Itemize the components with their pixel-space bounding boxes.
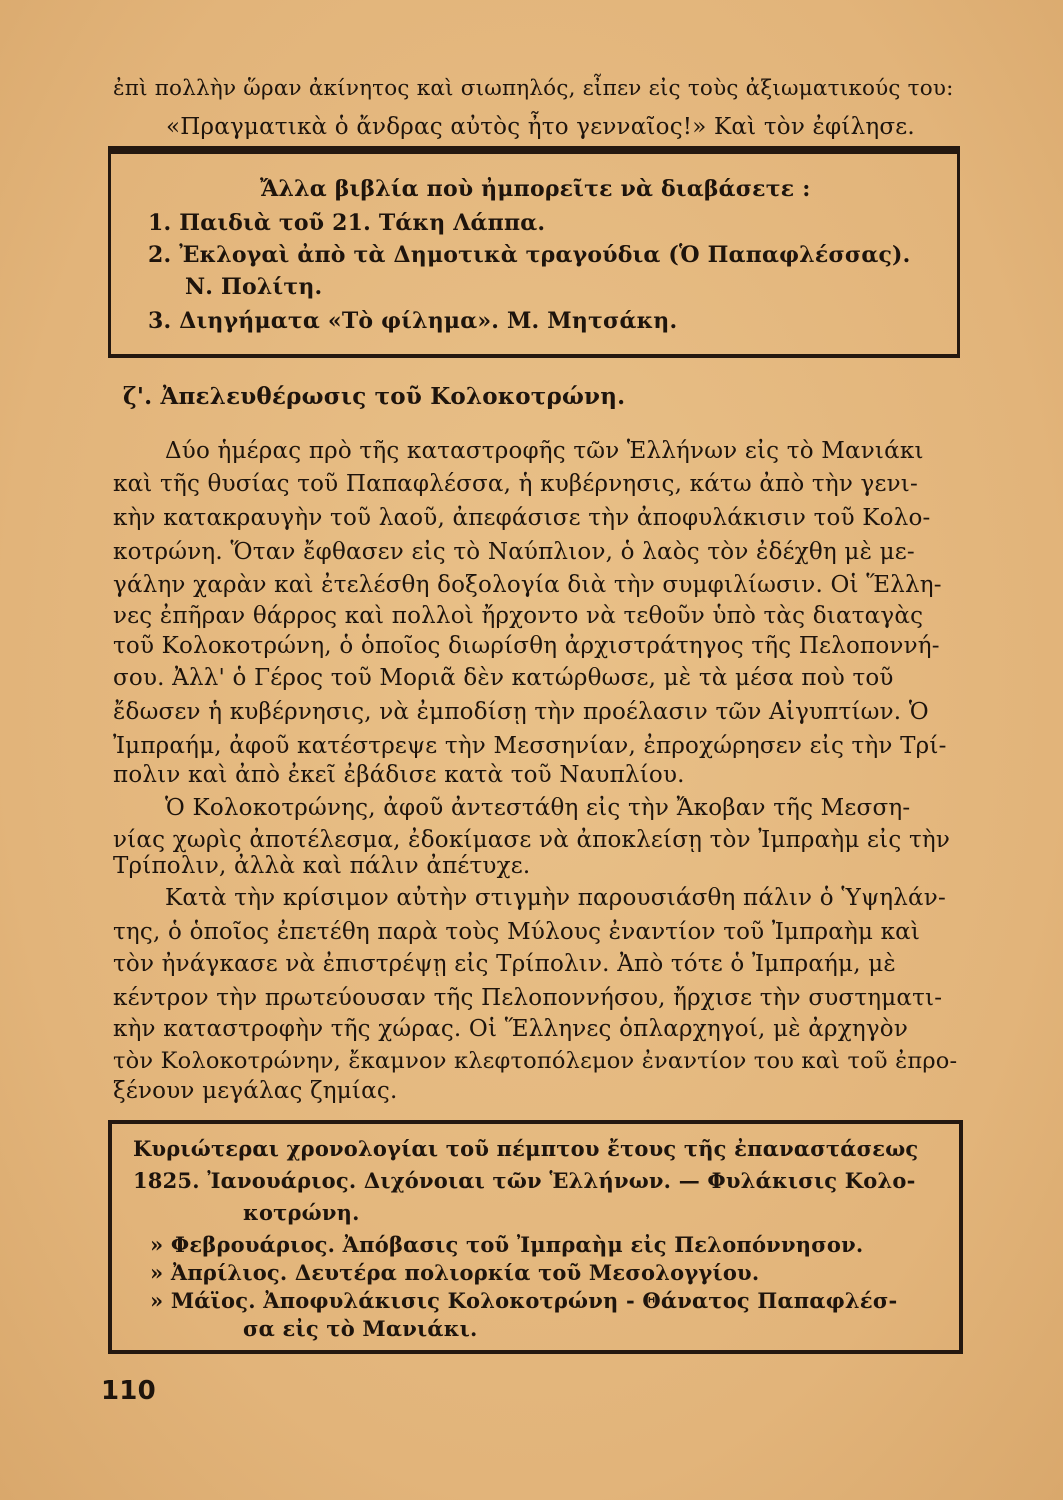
body-line: της, ὁ ὁποῖος ἐπετέθη παρὰ τοὺς Μύλους ἐναντίον τοῦ Ἰμπραὴμ καὶ [113, 919, 921, 945]
chronology-line: 1825. Ἰανουάριος. Διχόνοιαι τῶν Ἑλλήνων. — Φυλάκισις Κολο- [133, 1168, 916, 1193]
body-line: τὸν Κολοκοτρώνην, ἔκαμνον κλεφτοπόλεμον ἐναντίον του καὶ τοῦ ἐπρο- [113, 1048, 958, 1074]
body-line: γάλην χαρὰν καὶ ἐτελέσθη δοξολογία διὰ τὴν συμφιλίωσιν. Οἱ Ἕλλη- [113, 572, 942, 598]
body-line: κοτρώνη. Ὅταν ἔφθασεν εἰς τὸ Ναύπλιον, ὁ λαὸς τὸν ἐδέχθη μὲ με- [113, 539, 915, 565]
body-line: τὸν ἠνάγκασε νὰ ἐπιστρέψῃ εἰς Τρίπολιν. Ἀπὸ τότε ὁ Ἰμπραήμ, μὲ [113, 951, 896, 977]
body-line: ἔδωσεν ἡ κυβέρνησις, νὰ ἐμποδίσῃ τὴν προέλασιν τῶν Αἰγυπτίων. Ὁ [113, 699, 929, 725]
intro-line-1: ἐπὶ πολλὴν ὥραν ἀκίνητος καὶ σιωπηλός, εἶπεν εἰς τοὺς ἀξιωματικούς του: [113, 76, 954, 101]
books-box-item-3: 3. Διηγήματα «Τὸ φίλημα». Μ. Μητσάκη. [148, 308, 678, 334]
body-line: τοῦ Κολοκοτρώνη, ὁ ὁποῖος διωρίσθη ἀρχιστράτηγος τῆς Πελοποννή- [113, 633, 940, 659]
section-heading: ζ'. Ἀπελευθέρωσις τοῦ Κολοκοτρώνη. [123, 383, 626, 410]
body-line: ξένουν μεγάλας ζημίας. [113, 1078, 398, 1104]
books-box-item-2: 2. Ἐκλογαὶ ἀπὸ τὰ Δημοτικὰ τραγούδια (Ὁ Παπαφλέσσας). [148, 242, 911, 268]
books-box-item-1: 1. Παιδιὰ τοῦ 21. Τάκη Λάππα. [148, 210, 546, 236]
body-line: σου. Ἀλλ' ὁ Γέρος τοῦ Μοριᾶ δὲν κατώρθωσε, μὲ τὰ μέσα ποὺ τοῦ [113, 665, 894, 691]
body-line: κὴν καταστροφὴν τῆς χώρας. Οἱ Ἕλληνες ὁπλαρχηγοί, μὲ ἀρχηγὸν [113, 1016, 909, 1042]
books-box-heading: Ἄλλα βιβλία ποὺ ἠμπορεῖτε νὰ διαβάσετε : [260, 176, 811, 202]
body-line: κέντρον τὴν πρωτεύουσαν τῆς Πελοποννήσου, ἤρχισε τὴν συστηματι- [113, 985, 943, 1011]
chronology-line: κοτρώνη. [243, 1200, 360, 1225]
body-line: Κατὰ τὴν κρίσιμον αὐτὴν στιγμὴν παρουσιάσθη πάλιν ὁ Ὑψηλάν- [165, 885, 946, 911]
chronology-line: » Φεβρουάριος. Ἀπόβασις τοῦ Ἰμπραὴμ εἰς Πελοπόννησον. [150, 1232, 864, 1257]
body-line: Ἰμπραήμ, ἀφοῦ κατέστρεψε τὴν Μεσσηνίαν, ἐπροχώρησεν εἰς τὴν Τρί- [113, 733, 947, 759]
chronology-line: » Μάϊος. Ἀποφυλάκισις Κολοκοτρώνη - Θάνατος Παπαφλέσ- [150, 1288, 898, 1313]
chronology-line: » Ἀπρίλιος. Δευτέρα πολιορκία τοῦ Μεσολογγίου. [150, 1260, 760, 1285]
body-line: Ὁ Κολοκοτρώνης, ἀφοῦ ἀντεστάθη εἰς τὴν Ἄκοβαν τῆς Μεσση- [165, 795, 911, 821]
chronology-heading: Κυριώτεραι χρονολογίαι τοῦ πέμπτου ἔτους τῆς ἐπαναστάσεως [133, 1136, 919, 1161]
body-line: Δύο ἡμέρας πρὸ τῆς καταστροφῆς τῶν Ἑλλήνων εἰς τὸ Μανιάκι [165, 438, 924, 464]
body-line: νες ἐπῆραν θάρρος καὶ πολλοὶ ἤρχοντο νὰ τεθοῦν ὑπὸ τὰς διαταγὰς [113, 603, 924, 629]
body-line: καὶ τῆς θυσίας τοῦ Παπαφλέσσα, ἡ κυβέρνησις, κάτω ἀπὸ τὴν γενι- [113, 471, 918, 497]
body-line: νίας χωρὶς ἀποτέλεσμα, ἐδοκίμασε νὰ ἀποκλείσῃ τὸν Ἰμπραὴμ εἰς τὴν [113, 827, 951, 853]
chronology-line: σα εἰς τὸ Μανιάκι. [243, 1316, 478, 1341]
body-line: πολιν καὶ ἀπὸ ἐκεῖ ἐβάδισε κατὰ τοῦ Ναυπλίου. [113, 762, 685, 788]
intro-line-2: «Πραγματικὰ ὁ ἄνδρας αὐτὸς ἦτο γενναῖος!» Καὶ τὸν ἐφίλησε. [166, 114, 915, 140]
body-line: κὴν κατακραυγὴν τοῦ λαοῦ, ἀπεφάσισε τὴν ἀποφυλάκισιν τοῦ Κολο- [113, 505, 931, 531]
body-line: Τρίπολιν, ἀλλὰ καὶ πάλιν ἀπέτυχε. [113, 853, 531, 879]
page-number: 110 [101, 1376, 156, 1406]
books-box-item-2-author: Ν. Πολίτη. [185, 274, 323, 300]
